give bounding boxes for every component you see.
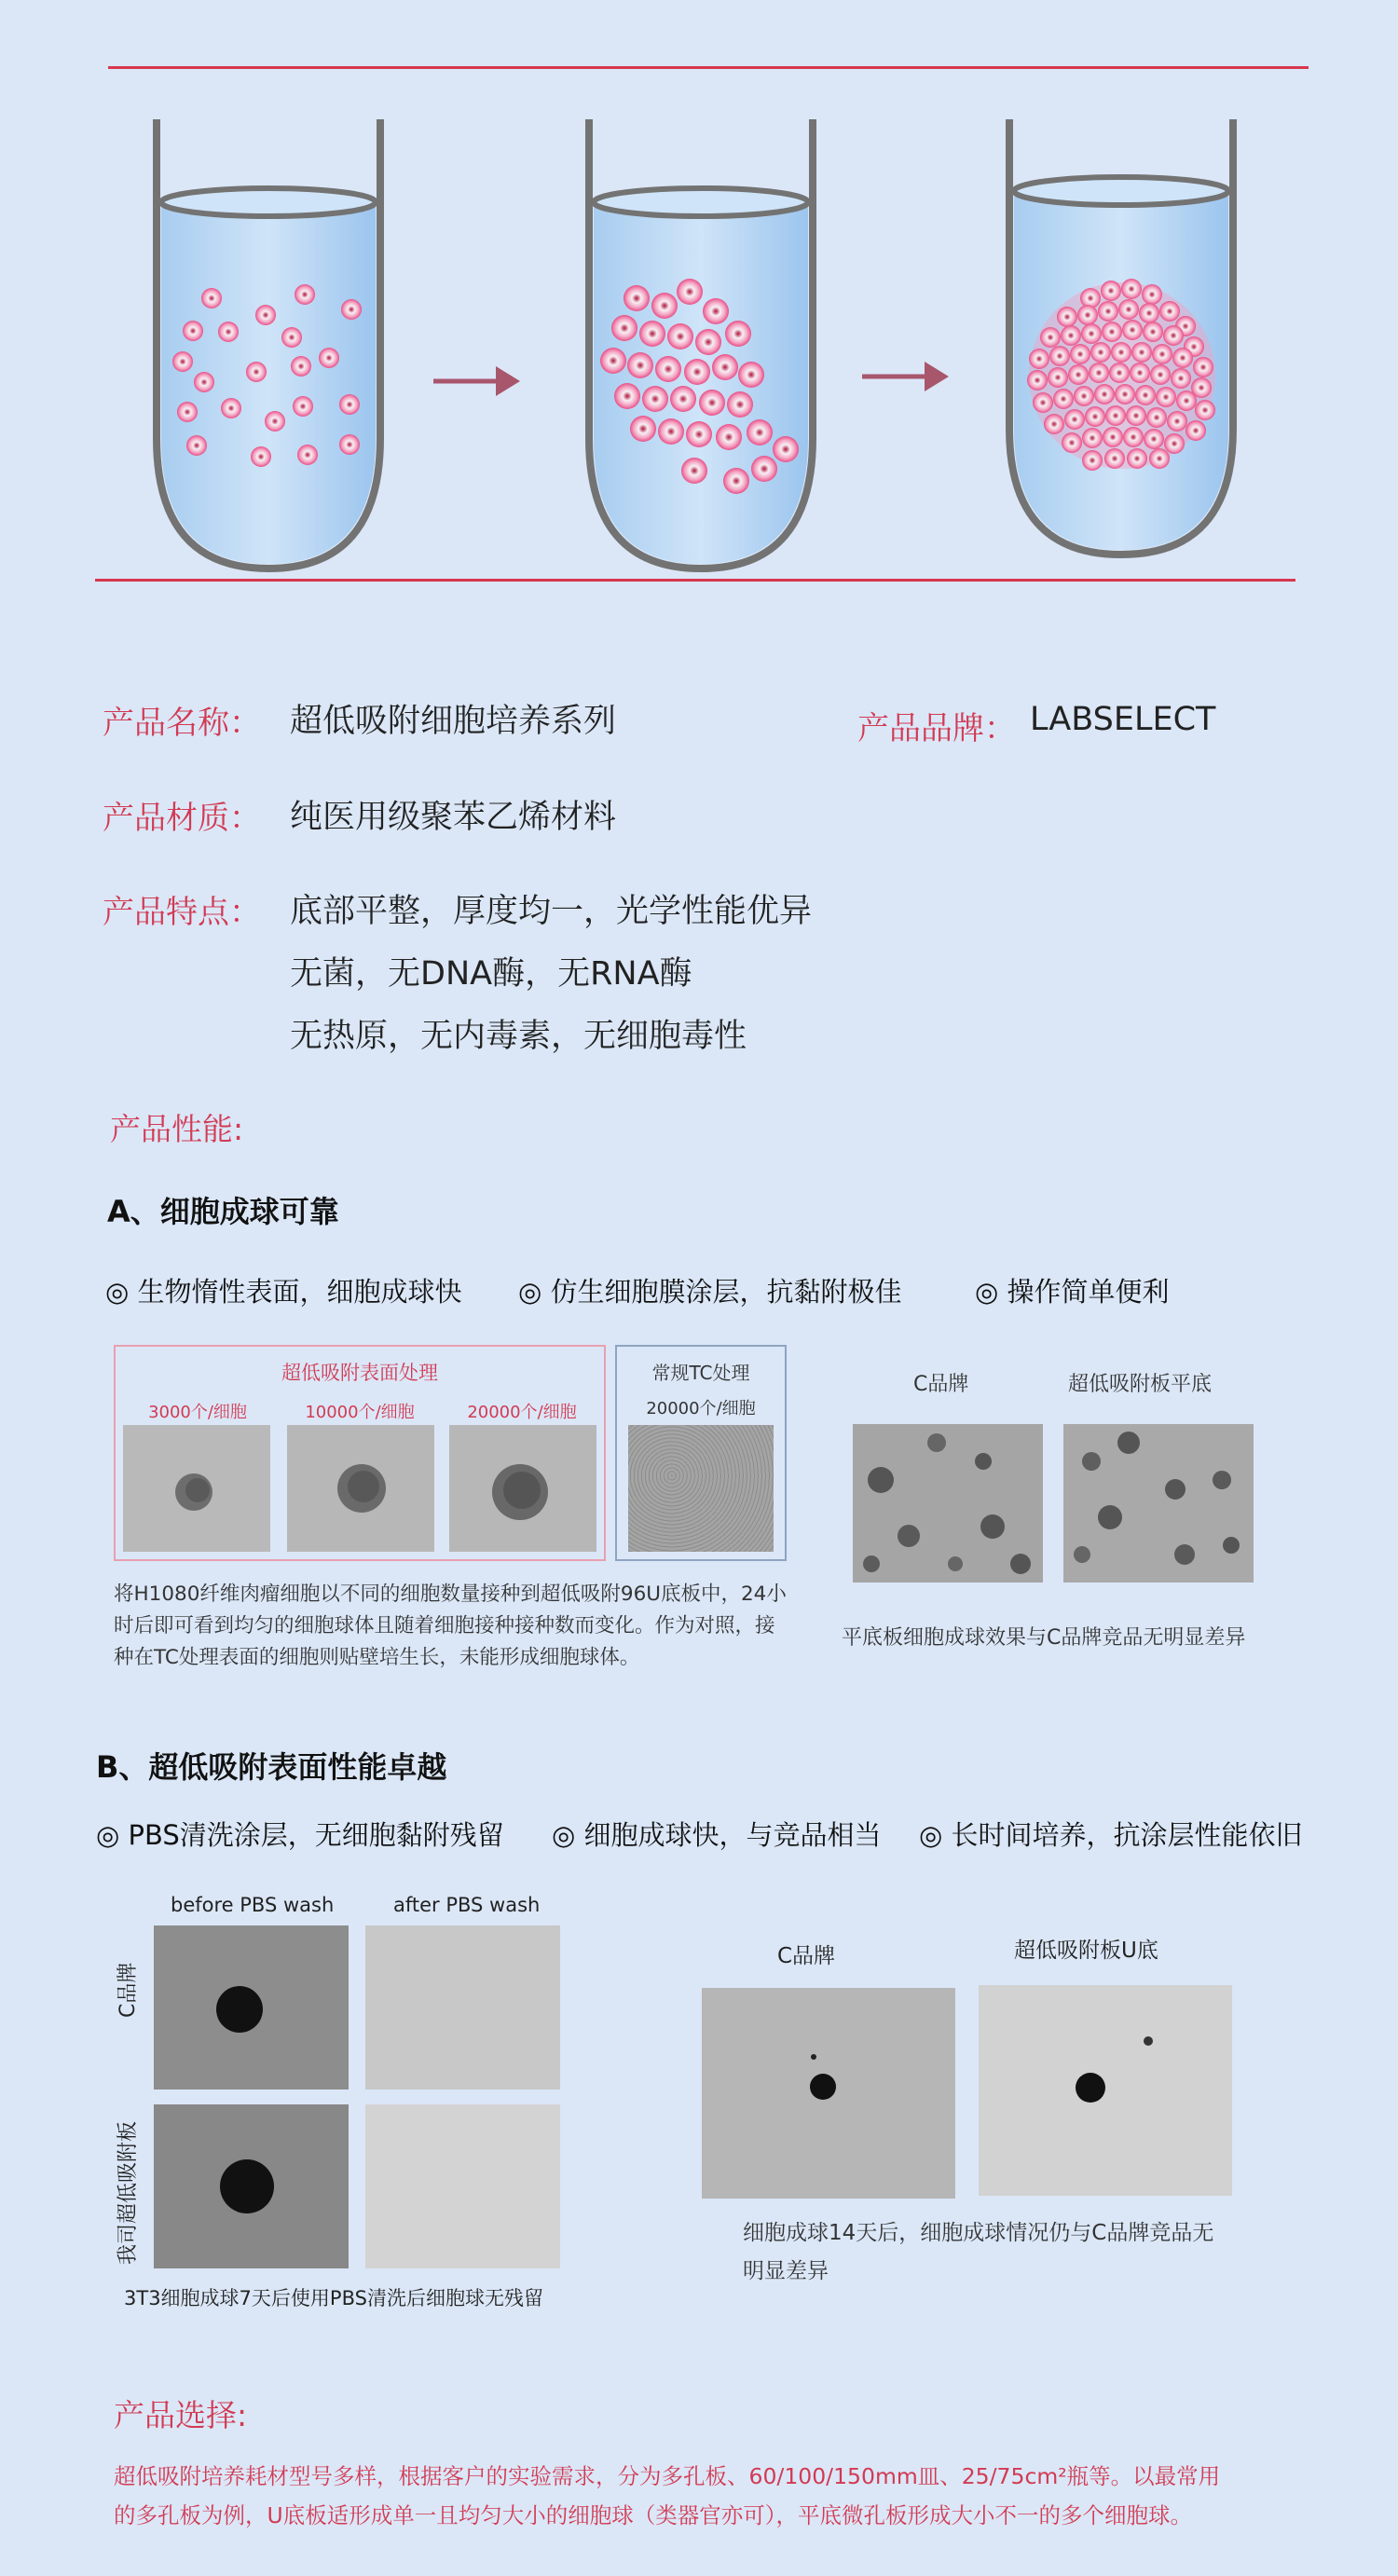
section-b-title: B、超低吸附表面性能卓越 xyxy=(96,1749,447,1785)
section-a-title: A、细胞成球可靠 xyxy=(107,1194,339,1229)
ultra-low-attachment-panel xyxy=(114,1345,606,1561)
micrograph-ours-after xyxy=(365,2104,560,2268)
row-label-ours: 我司超低吸附板 xyxy=(116,2120,140,2265)
product-name-value: 超低吸附细胞培养系列 xyxy=(290,703,617,740)
brand-c-label-b: C品牌 xyxy=(777,1944,836,1968)
seeding-label: 3000个/细胞 xyxy=(148,1403,247,1422)
product-name-label: 产品名称： xyxy=(103,705,261,742)
tc-treated-panel xyxy=(615,1345,787,1561)
product-brand-label: 产品品牌： xyxy=(857,710,1016,747)
section-a-right-caption: 平底板细胞成球效果与C品牌竞品无明显差异 xyxy=(842,1626,1246,1650)
micrograph-ula-flat xyxy=(1063,1424,1254,1583)
seeding-label: 10000个/细胞 xyxy=(305,1403,415,1422)
row-label-brand-c: C品牌 xyxy=(116,1962,140,2018)
section-a-left-caption: 将H1080纤维肉瘤细胞以不同的细胞数量接种到超低吸附96U底板中，24小时后即可看到均匀的细胞球体且随着细胞接种接种数而变化。作为对照，接种在TC处理表面的细胞则贴壁培生长，未能形成细胞球体。 xyxy=(114,1583,787,1669)
section-b-bullet: ◎ 细胞成球快，与竞品相当 xyxy=(552,1819,882,1851)
tube-spheroid xyxy=(1009,119,1233,555)
micrograph-20000 xyxy=(449,1425,596,1552)
micrograph-ours-before xyxy=(154,2104,349,2268)
flat-bottom-label: 超低吸附板平底 xyxy=(1068,1373,1213,1396)
u-bottom-label: 超低吸附板U底 xyxy=(1014,1939,1158,1963)
section-b-bullet: ◎ PBS清洗涂层，无细胞黏附残留 xyxy=(96,1819,504,1851)
micrograph-ula-u xyxy=(979,1985,1232,2196)
section-a-bullet: ◎ 操作简单便利 xyxy=(975,1276,1170,1308)
arrow-icon xyxy=(433,366,520,396)
tc-panel-header: 常规TC处理 xyxy=(651,1362,750,1384)
before-wash-label: before PBS wash xyxy=(171,1894,335,1916)
tc-seeding-label: 20000个/细胞 xyxy=(646,1399,756,1418)
micrograph-brand-c-after xyxy=(365,1925,560,2090)
micrograph-brand-c-flat xyxy=(853,1424,1043,1583)
top-divider xyxy=(108,66,1309,69)
arrow-icon xyxy=(862,362,949,391)
bottom-divider xyxy=(95,579,1295,582)
product-brand-value: LABSELECT xyxy=(1030,701,1216,738)
product-features-label: 产品特点： xyxy=(103,894,261,931)
section-a-bullet: ◎ 仿生细胞膜涂层，抗黏附极佳 xyxy=(518,1276,902,1308)
tube-dispersed xyxy=(157,119,380,569)
selection-text: 超低吸附培养耗材型号多样，根据客户的实验需求，分为多孔板、60/100/150mm皿、25/75cm²瓶等。以最常用的多孔板为例，U底板适形成单一且均匀大小的细胞球（类器官亦可），平底微孔板形成大小不一的多个细胞球。 xyxy=(114,2463,1221,2528)
feature-item: 底部平整，厚度均一，光学性能优异 xyxy=(290,893,813,930)
seeding-label: 20000个/细胞 xyxy=(467,1403,577,1422)
cell-aggregation-illustration xyxy=(0,75,1398,578)
tube-clustering xyxy=(589,119,813,569)
brand-c-label: C品牌 xyxy=(913,1373,969,1396)
feature-item: 无菌，无DNA酶，无RNA酶 xyxy=(290,955,692,993)
performance-title: 产品性能: xyxy=(110,1111,244,1147)
section-a-bullet: ◎ 生物惰性表面，细胞成球快 xyxy=(105,1276,462,1308)
micrograph-tc xyxy=(628,1425,774,1552)
after-wash-label: after PBS wash xyxy=(393,1894,541,1916)
micrograph-brand-c-u xyxy=(702,1988,955,2199)
micrograph-3000 xyxy=(123,1425,270,1552)
micrograph-brand-c-before xyxy=(154,1925,349,2090)
micrograph-10000 xyxy=(287,1425,434,1552)
section-b-right-caption: 细胞成球14天后，细胞成球情况仍与C品牌竞品无明显差异 xyxy=(743,2221,1214,2283)
selection-title: 产品选择: xyxy=(114,2397,248,2433)
section-b-bullet: ◎ 长时间培养，抗涂层性能依旧 xyxy=(919,1819,1303,1851)
product-material-label: 产品材质： xyxy=(103,800,261,837)
feature-item: 无热原，无内毒素，无细胞毒性 xyxy=(290,1018,747,1055)
panel-header: 超低吸附表面处理 xyxy=(281,1362,438,1384)
section-b-left-caption: 3T3细胞成球7天后使用PBS清洗后细胞球无残留 xyxy=(124,2287,543,2309)
product-material-value: 纯医用级聚苯乙烯材料 xyxy=(290,799,617,836)
